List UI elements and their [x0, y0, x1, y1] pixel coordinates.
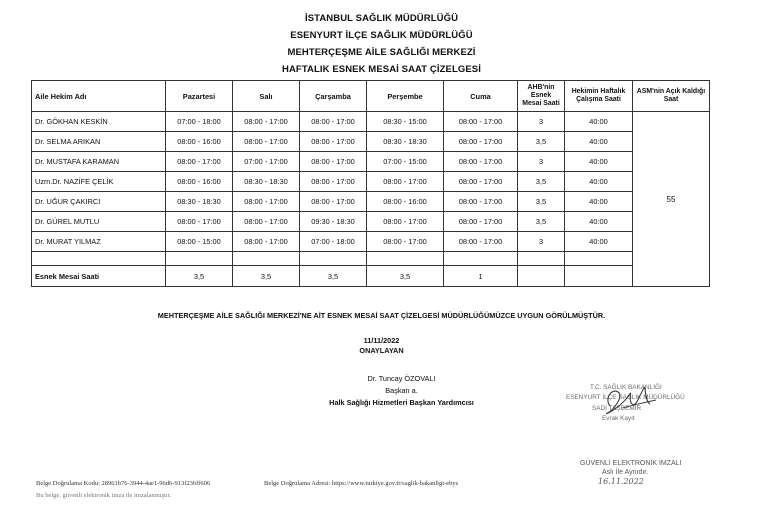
stamp-line-4: Evrak Kayıt — [602, 415, 635, 422]
friday-hours: 08:00 - 17:00 — [444, 112, 518, 132]
table-row — [32, 152, 710, 172]
flex-hours: 3,5 — [518, 192, 565, 212]
doctor-name: Dr. GÜREL MUTLU — [32, 212, 166, 232]
weekly-hours: 40:00 — [565, 152, 633, 172]
wednesday-hours: 08:00 - 17:00 — [300, 152, 367, 172]
monday-hours: 07:00 - 18:00 — [166, 112, 233, 132]
signer-name: Dr. Tuncay ÖZOVALI — [367, 374, 436, 383]
flex-hours: 3,5 — [518, 212, 565, 232]
signer-title-2: Halk Sağlığı Hizmetleri Başkan Yardımcısı — [329, 398, 474, 407]
tuesday-total: 3,5 — [233, 266, 300, 287]
flex-hours: 3 — [518, 232, 565, 252]
weekly-hours: 40:00 — [565, 132, 633, 152]
tuesday-hours: 07:00 - 17:00 — [233, 152, 300, 172]
flex-hours: 3 — [518, 152, 565, 172]
approval-statement: MEHTERÇEŞME AİLE SAĞLIĞI MERKEZİ'NE AİT ESNEK MESAİ SAAT ÇİZELGESİ MÜDÜRLÜĞÜMÜZCE UYGUN GÖRÜLMÜŞTÜR. — [157, 311, 606, 320]
verification-code: Belge Doğrulama Kodu: 28961b76-3944-4ae1-96d6-913f236ff606 — [36, 480, 211, 487]
thursday-hours: 08:00 - 17:00 — [367, 232, 444, 252]
tuesday-hours: 08:00 - 17:00 — [233, 132, 300, 152]
thursday-hours: 08:00 - 17:00 — [367, 212, 444, 232]
tuesday-hours: 08:00 - 17:00 — [233, 112, 300, 132]
doctor-name: Dr. MUSTAFA KARAMAN — [32, 152, 166, 172]
wednesday-hours: 08:00 - 17:00 — [300, 132, 367, 152]
column-header: ASM'nin Açık Kaldığı Saat — [633, 81, 710, 112]
approval-date: 11/11/2022 — [363, 336, 400, 345]
wednesday-hours: 09:30 - 18:30 — [300, 212, 367, 232]
total-label: Esnek Mesai Saati — [32, 266, 166, 287]
header-line-2: ESENYURT İLÇE SAĞLIK MÜDÜRLÜĞÜ — [290, 30, 473, 41]
thursday-total: 3,5 — [367, 266, 444, 287]
empty-row — [32, 252, 710, 266]
thursday-hours: 08:00 - 17:00 — [367, 172, 444, 192]
weekly-hours: 40:00 — [565, 112, 633, 132]
friday-hours: 08:00 - 17:00 — [444, 212, 518, 232]
friday-hours: 08:00 - 17:00 — [444, 152, 518, 172]
friday-total: 1 — [444, 266, 518, 287]
table-row — [32, 132, 710, 152]
wednesday-total: 3,5 — [300, 266, 367, 287]
stamp-line-3: SADİ TAŞDEMİR — [592, 405, 642, 412]
wednesday-hours: 07:00 - 18:00 — [300, 232, 367, 252]
header-line-4: HAFTALIK ESNEK MESAİ SAAT ÇİZELGESİ — [282, 64, 481, 75]
thursday-hours: 07:00 - 15:00 — [367, 152, 444, 172]
esignature-note: Bu belge, güvenli elektronik imza ile imzalanmıştır. — [36, 492, 172, 499]
table-row — [32, 112, 710, 132]
wednesday-hours: 08:00 - 17:00 — [300, 172, 367, 192]
weekly-hours: 40:00 — [565, 232, 633, 252]
table-row — [32, 232, 710, 252]
stamp-line-2: ESENYURT İLÇE SAĞLIK MÜDÜRLÜĞÜ — [566, 394, 685, 401]
esignature-block — [580, 460, 720, 486]
monday-hours: 08:00 - 17:00 — [166, 212, 233, 232]
asm-open-hours: 55 — [633, 112, 710, 287]
column-header: Salı — [233, 81, 300, 112]
wednesday-hours: 08:00 - 17:00 — [300, 112, 367, 132]
monday-hours: 08:00 - 17:00 — [166, 152, 233, 172]
friday-hours: 08:00 - 17:00 — [444, 172, 518, 192]
tuesday-hours: 08:00 - 17:00 — [233, 212, 300, 232]
tuesday-hours: 08:30 - 18:30 — [233, 172, 300, 192]
column-header: Pazartesi — [166, 81, 233, 112]
friday-hours: 08:00 - 17:00 — [444, 132, 518, 152]
monday-hours: 08:30 - 18:30 — [166, 192, 233, 212]
column-header: Cuma — [444, 81, 518, 112]
approved-label: ONAYLAYAN — [359, 346, 404, 355]
total-row — [32, 266, 710, 287]
esignature-copy-text: Aslı İle Aynıdır. — [602, 469, 649, 476]
schedule-table — [31, 80, 710, 287]
thursday-hours: 08:30 - 18:30 — [367, 132, 444, 152]
stamp-line-1: T.C. SAĞLIK BAKANLIĞI — [590, 384, 662, 391]
doctor-name: Dr. SELMA ARIKAN — [32, 132, 166, 152]
weekly-hours: 40:00 — [565, 172, 633, 192]
monday-hours: 08:00 - 15:00 — [166, 232, 233, 252]
doctor-name: Dr. GÖKHAN KESKİN — [32, 112, 166, 132]
column-header: Çarşamba — [300, 81, 367, 112]
table-row — [32, 172, 710, 192]
header-line-1: İSTANBUL SAĞLIK MÜDÜRLÜĞÜ — [304, 13, 459, 24]
column-header: AHB'nin Esnek Mesai Saati — [518, 81, 565, 112]
monday-total: 3,5 — [166, 266, 233, 287]
official-stamp — [560, 370, 685, 430]
column-header: Hekimin Haftalık Çalışma Saati — [565, 81, 633, 112]
doctor-name: Uzm.Dr. NAZİFE ÇELİK — [32, 172, 166, 192]
weekly-hours: 40:00 — [565, 192, 633, 212]
weekly-hours: 40:00 — [565, 212, 633, 232]
esignature-label: GÜVENLİ ELEKTRONİK İMZALI — [580, 460, 682, 467]
header-line-3: MEHTERÇEŞME AİLE SAĞLIĞI MERKEZİ — [287, 47, 476, 58]
table-header-row — [32, 81, 710, 112]
tuesday-hours: 08:00 - 17:00 — [233, 192, 300, 212]
column-header: Aile Hekim Adı — [32, 81, 166, 112]
flex-hours: 3,5 — [518, 172, 565, 192]
handwritten-signature — [560, 370, 680, 430]
thursday-hours: 08:00 - 16:00 — [367, 192, 444, 212]
esignature-date: 16.11.2022 — [598, 477, 644, 486]
tuesday-hours: 08:00 - 17:00 — [233, 232, 300, 252]
signer-title-1: Başkan a. — [385, 386, 418, 395]
doctor-name: Dr. MURAT YILMAZ — [32, 232, 166, 252]
monday-hours: 08:00 - 16:00 — [166, 132, 233, 152]
monday-hours: 08:00 - 16:00 — [166, 172, 233, 192]
wednesday-hours: 08:00 - 17:00 — [300, 192, 367, 212]
verification-address: Belge Doğrulama Adresi: https://www.turkiye.gov.tr/saglik-bakanligi-ebys — [264, 480, 459, 487]
friday-hours: 08:00 - 17:00 — [444, 232, 518, 252]
friday-hours: 08:00 - 17:00 — [444, 192, 518, 212]
thursday-hours: 08:30 - 15:00 — [367, 112, 444, 132]
column-header: Perşembe — [367, 81, 444, 112]
table-row — [32, 192, 710, 212]
table-row — [32, 212, 710, 232]
flex-hours: 3 — [518, 112, 565, 132]
flex-hours: 3,5 — [518, 132, 565, 152]
doctor-name: Dr. UĞUR ÇAKIRCI — [32, 192, 166, 212]
